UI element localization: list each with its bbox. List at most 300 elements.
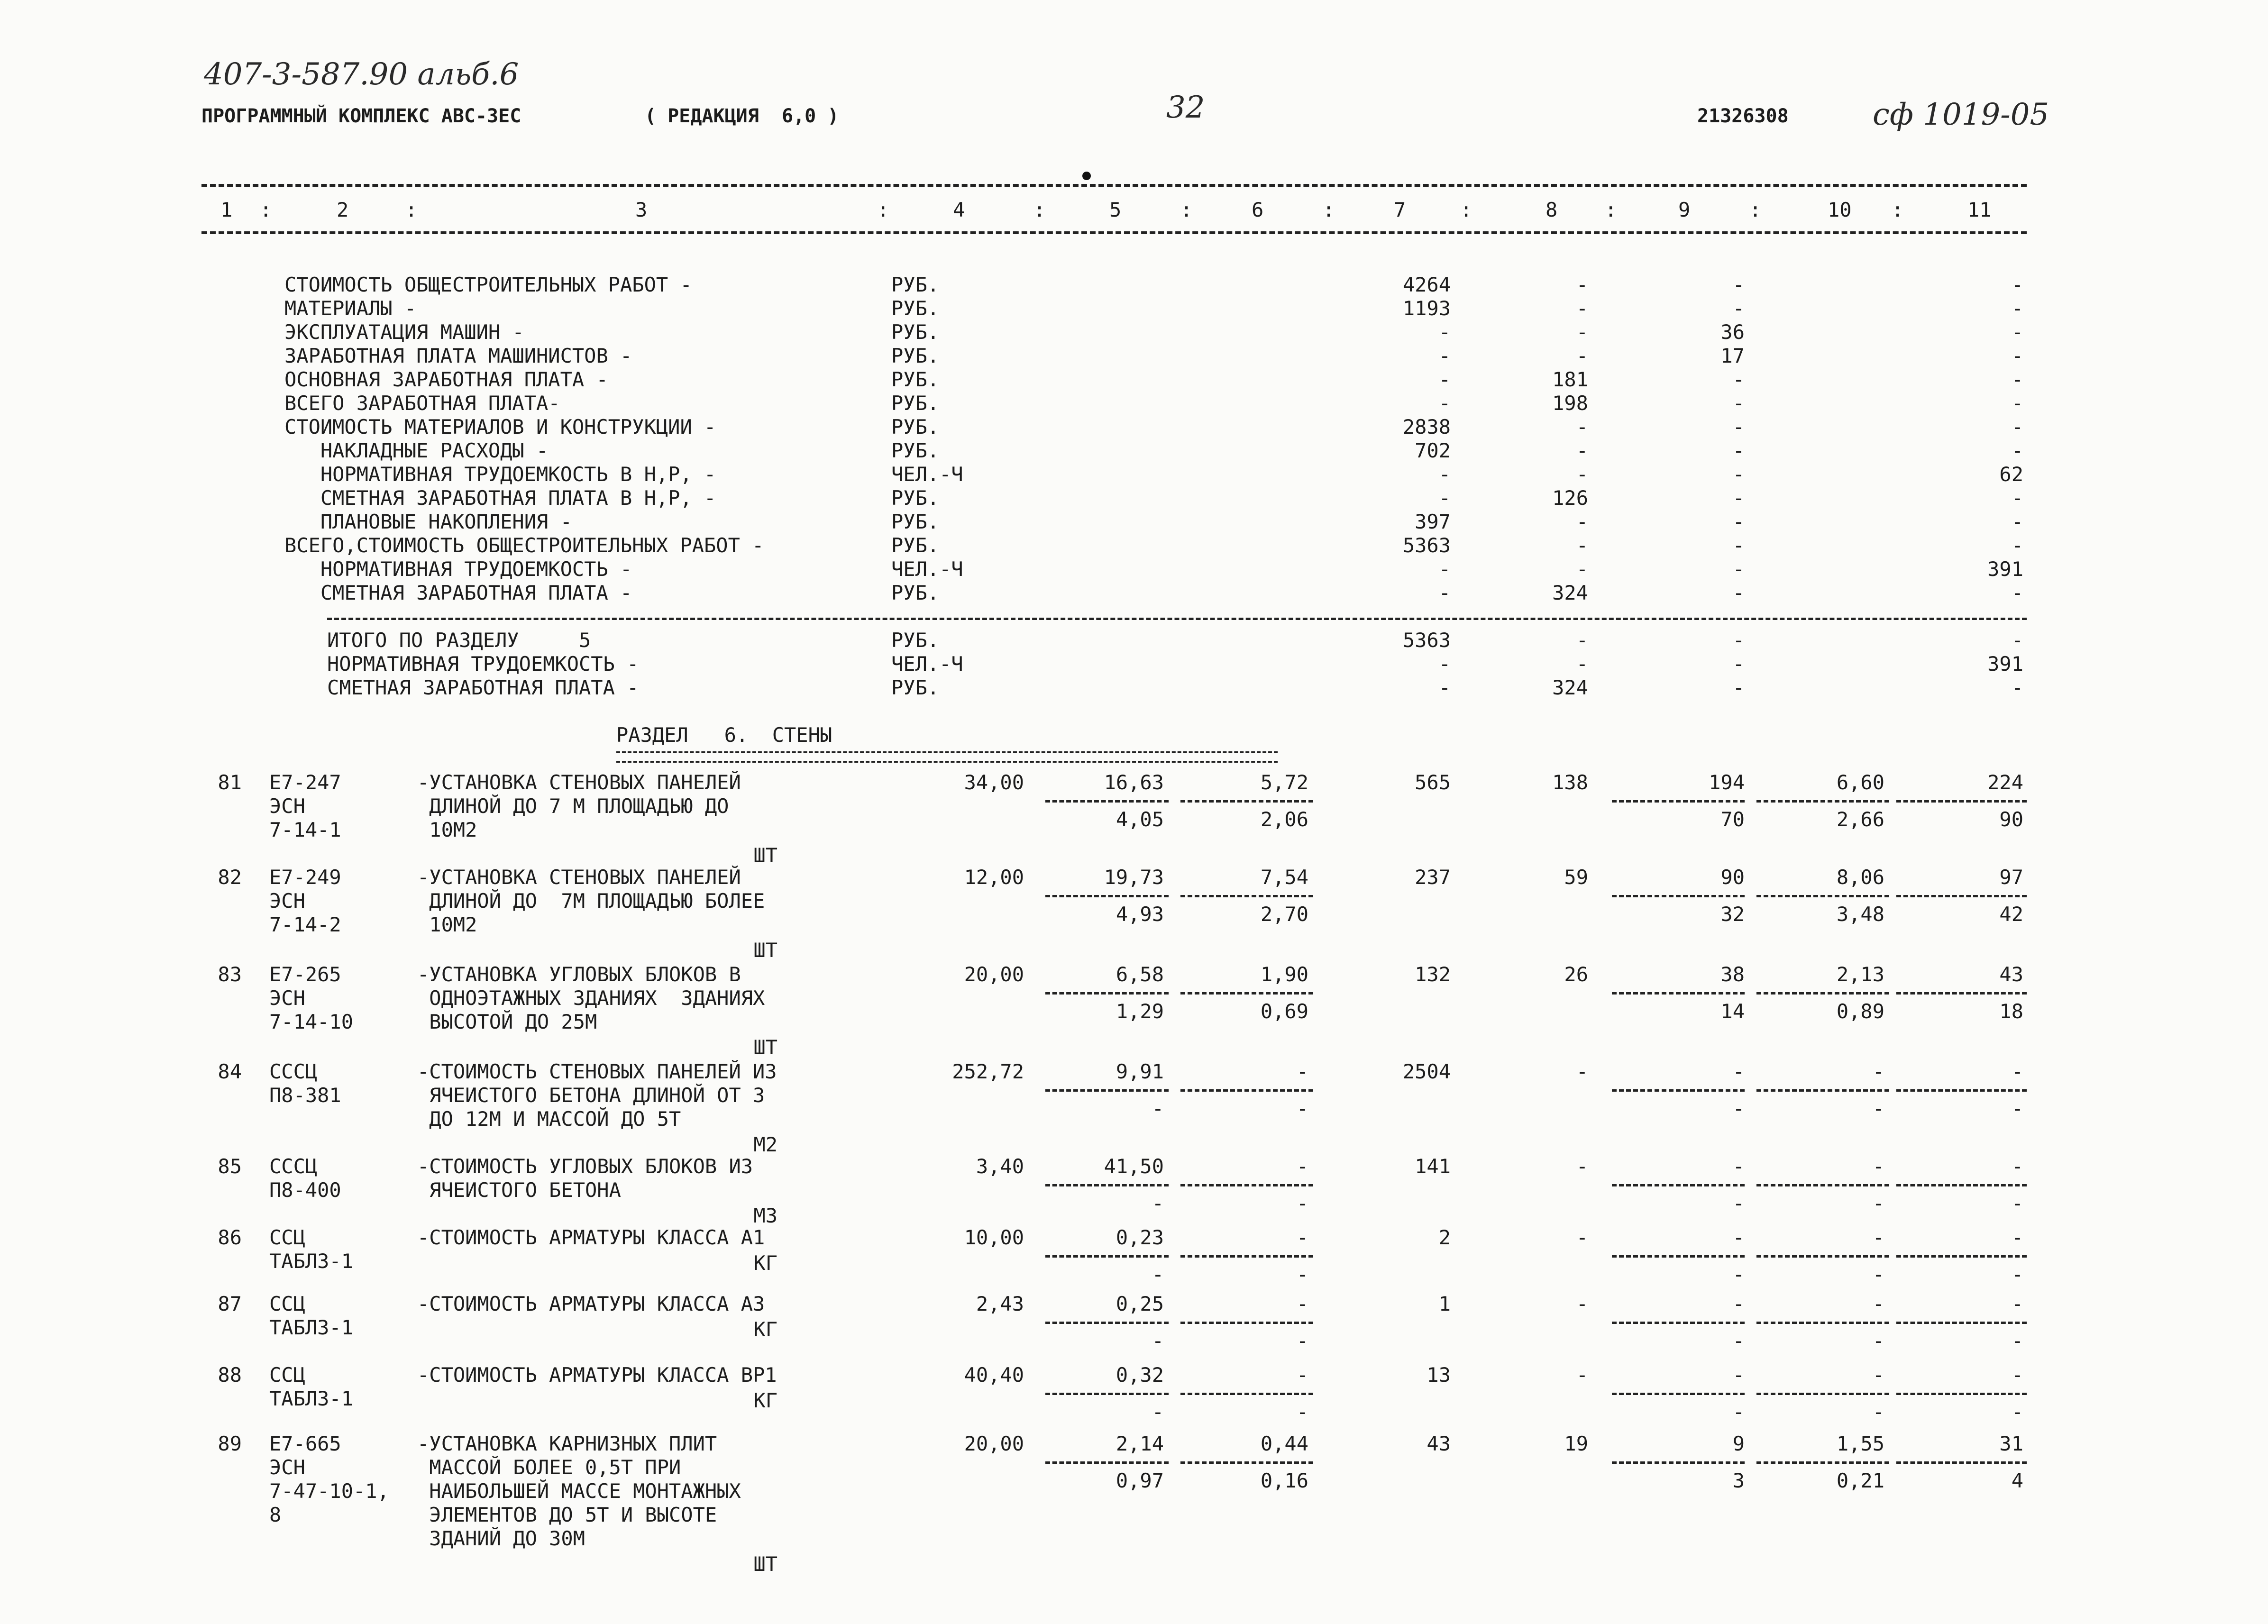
summary-label: НОРМАТИВНАЯ ТРУДОЕМКОСТЬ - bbox=[284, 557, 632, 581]
item-col6-bottom: 0,16 bbox=[1260, 1469, 1308, 1492]
fraction-rule bbox=[1756, 800, 1889, 803]
top-rule bbox=[201, 184, 2027, 187]
item-col5-bottom: - bbox=[1152, 1263, 1164, 1286]
column-number-6: 6 bbox=[1252, 198, 1264, 221]
item-col9-top: 90 bbox=[1720, 866, 1745, 889]
fraction-rule bbox=[1045, 992, 1169, 994]
item-col9-bottom: 14 bbox=[1720, 1000, 1745, 1023]
item-col8: - bbox=[1576, 1060, 1588, 1083]
item-col10-top: - bbox=[1872, 1363, 1884, 1387]
item-col5-bottom: 4,05 bbox=[1116, 808, 1164, 831]
item-unit: М2 bbox=[753, 1133, 777, 1156]
summary-label: ЗАРАБОТНАЯ ПЛАТА МАШИНИСТОВ - bbox=[284, 344, 632, 367]
fraction-rule bbox=[1896, 1184, 2027, 1186]
fraction-rule bbox=[1180, 895, 1313, 897]
item-unit: ШТ bbox=[753, 1552, 777, 1576]
unit-cell: ЧЕЛ.-Ч bbox=[891, 652, 963, 675]
total-col9: - bbox=[1732, 629, 1745, 652]
item-col11-bottom: - bbox=[2011, 1097, 2023, 1120]
total-col8: 324 bbox=[1552, 676, 1588, 699]
fraction-rule bbox=[1045, 1393, 1169, 1395]
item-col11-bottom: - bbox=[2011, 1400, 2023, 1423]
summary-col7: 5363 bbox=[1402, 534, 1451, 557]
item-col5-top: 19,73 bbox=[1104, 866, 1164, 889]
summary-col8: - bbox=[1576, 273, 1588, 296]
total-col7: - bbox=[1438, 652, 1451, 675]
fraction-rule bbox=[1612, 1184, 1745, 1186]
item-col7: 2 bbox=[1438, 1226, 1451, 1249]
item-col5-bottom: - bbox=[1152, 1329, 1164, 1352]
item-col7: 2504 bbox=[1402, 1060, 1451, 1083]
summary-col7: - bbox=[1438, 392, 1451, 415]
fraction-rule bbox=[1896, 992, 2027, 994]
unit-cell: ЧЕЛ.-Ч bbox=[891, 557, 963, 581]
item-col11-top: 224 bbox=[1987, 771, 2023, 794]
item-col9-top: - bbox=[1732, 1363, 1745, 1387]
item-col5-bottom: - bbox=[1152, 1400, 1164, 1423]
item-description: 10М2 bbox=[417, 913, 477, 936]
summary-label: ПЛАНОВЫЕ НАКОПЛЕНИЯ - bbox=[284, 510, 572, 533]
fraction-rule bbox=[1045, 1184, 1169, 1186]
fraction-rule bbox=[1612, 992, 1745, 994]
item-code: 8 bbox=[269, 1503, 282, 1526]
item-unit: М3 bbox=[753, 1204, 777, 1227]
item-col5-top: 16,63 bbox=[1104, 771, 1164, 794]
item-col5-top: 0,32 bbox=[1116, 1363, 1164, 1387]
summary-col8: - bbox=[1576, 297, 1588, 320]
fraction-rule bbox=[1756, 1322, 1889, 1324]
summary-col9: 17 bbox=[1720, 344, 1745, 367]
totals-rule bbox=[327, 618, 2027, 620]
total-col11: - bbox=[2011, 629, 2023, 652]
summary-col11: - bbox=[2011, 297, 2023, 320]
item-code: Е7-249 bbox=[269, 866, 341, 889]
summary-col7: - bbox=[1438, 557, 1451, 581]
item-col5-bottom: 1,29 bbox=[1116, 1000, 1164, 1023]
item-col8: - bbox=[1576, 1155, 1588, 1178]
item-description: ДЛИНОЙ ДО 7М ПЛОЩАДЬЮ БОЛЕЕ bbox=[417, 889, 765, 912]
item-col10-top: 2,13 bbox=[1836, 963, 1884, 986]
unit-cell: РУБ. bbox=[891, 344, 940, 367]
summary-label: МАТЕРИАЛЫ - bbox=[284, 297, 417, 320]
item-quantity: 20,00 bbox=[964, 1432, 1024, 1455]
fraction-rule bbox=[1756, 992, 1889, 994]
summary-label: ВСЕГО,СТОИМОСТЬ ОБЩЕСТРОИТЕЛЬНЫХ РАБОТ - bbox=[284, 534, 764, 557]
item-col11-bottom: - bbox=[2011, 1329, 2023, 1352]
column-number-3: 3 bbox=[635, 198, 648, 221]
summary-col11: - bbox=[2011, 486, 2023, 510]
total-col11: 391 bbox=[1987, 652, 2023, 675]
item-code: 7-14-1 bbox=[269, 818, 341, 841]
summary-col7: 397 bbox=[1415, 510, 1451, 533]
unit-cell: РУБ. bbox=[891, 392, 940, 415]
item-code: П8-400 bbox=[269, 1178, 341, 1202]
column-number-10: 10 bbox=[1828, 198, 1852, 221]
summary-col9: - bbox=[1732, 392, 1745, 415]
item-code: Е7-247 bbox=[269, 771, 341, 794]
column-number-11: 11 bbox=[1967, 198, 1992, 221]
summary-col11: - bbox=[2011, 392, 2023, 415]
item-col8: - bbox=[1576, 1363, 1588, 1387]
item-col5-top: 41,50 bbox=[1104, 1155, 1164, 1178]
column-number-5: 5 bbox=[1109, 198, 1122, 221]
summary-col7: - bbox=[1438, 486, 1451, 510]
item-col6-top: - bbox=[1296, 1363, 1308, 1387]
item-col10-top: - bbox=[1872, 1060, 1884, 1083]
item-col9-bottom: - bbox=[1732, 1097, 1745, 1120]
column-separator: : bbox=[1605, 198, 1617, 221]
item-quantity: 3,40 bbox=[976, 1155, 1024, 1178]
item-number: 86 bbox=[218, 1226, 242, 1249]
summary-col11: - bbox=[2011, 510, 2023, 533]
summary-col11: 62 bbox=[1999, 463, 2023, 486]
summary-label: ЭКСПЛУАТАЦИЯ МАШИН - bbox=[284, 320, 524, 344]
fraction-rule bbox=[1180, 1089, 1313, 1092]
fraction-rule bbox=[1612, 1322, 1745, 1324]
item-col11-top: 31 bbox=[1999, 1432, 2023, 1455]
item-col9-top: 38 bbox=[1720, 963, 1745, 986]
item-col10-bottom: - bbox=[1872, 1097, 1884, 1120]
item-quantity: 252,72 bbox=[952, 1060, 1024, 1083]
item-col5-top: 6,58 bbox=[1116, 963, 1164, 986]
item-col10-bottom: - bbox=[1872, 1192, 1884, 1215]
item-col10-bottom: 0,21 bbox=[1836, 1469, 1884, 1492]
column-separator: : bbox=[1180, 198, 1193, 221]
fraction-rule bbox=[1612, 1255, 1745, 1258]
total-label: СМЕТНАЯ ЗАРАБОТНАЯ ПЛАТА - bbox=[327, 676, 639, 699]
item-description: -СТОИМОСТЬ АРМАТУРЫ КЛАССА А3 bbox=[417, 1292, 765, 1315]
item-col10-top: 6,60 bbox=[1836, 771, 1884, 794]
item-col11-top: - bbox=[2011, 1226, 2023, 1249]
item-col11-bottom: 4 bbox=[2011, 1469, 2023, 1492]
item-description: 10М2 bbox=[417, 818, 477, 841]
summary-col7: 1193 bbox=[1402, 297, 1451, 320]
item-description: ОДНОЭТАЖНЫХ ЗДАНИЯХ ЗДАНИЯХ bbox=[417, 986, 765, 1010]
item-col7: 1 bbox=[1438, 1292, 1451, 1315]
fraction-rule bbox=[1896, 1089, 2027, 1092]
item-unit: ШТ bbox=[753, 939, 777, 962]
column-separator: : bbox=[1892, 198, 1904, 221]
item-col9-top: 194 bbox=[1709, 771, 1745, 794]
summary-col8: - bbox=[1576, 415, 1588, 438]
item-col5-bottom: 4,93 bbox=[1116, 903, 1164, 926]
column-number-2: 2 bbox=[337, 198, 349, 221]
total-col8: - bbox=[1576, 652, 1588, 675]
item-col11-top: 43 bbox=[1999, 963, 2023, 986]
summary-col9: - bbox=[1732, 534, 1745, 557]
summary-col7: 702 bbox=[1415, 439, 1451, 462]
summary-col9: - bbox=[1732, 486, 1745, 510]
unit-cell: РУБ. bbox=[891, 415, 940, 438]
item-col9-top: - bbox=[1732, 1226, 1745, 1249]
fraction-rule bbox=[1896, 1322, 2027, 1324]
item-col9-bottom: - bbox=[1732, 1400, 1745, 1423]
item-col8: 138 bbox=[1552, 771, 1588, 794]
item-code: П8-381 bbox=[269, 1084, 341, 1107]
summary-col8: - bbox=[1576, 510, 1588, 533]
summary-col8: - bbox=[1576, 439, 1588, 462]
item-number: 85 bbox=[218, 1155, 242, 1178]
item-col10-top: 1,55 bbox=[1836, 1432, 1884, 1455]
summary-col9: - bbox=[1732, 510, 1745, 533]
item-col9-bottom: - bbox=[1732, 1192, 1745, 1215]
fraction-rule bbox=[1612, 895, 1745, 897]
item-col10-top: - bbox=[1872, 1292, 1884, 1315]
item-code: 7-47-10-1, bbox=[269, 1479, 389, 1503]
summary-col7: - bbox=[1438, 344, 1451, 367]
item-col11-bottom: - bbox=[2011, 1192, 2023, 1215]
column-separator: : bbox=[877, 198, 889, 221]
item-col5-top: 2,14 bbox=[1116, 1432, 1164, 1455]
item-code: ССЦ bbox=[269, 1363, 305, 1387]
summary-col9: 36 bbox=[1720, 320, 1745, 344]
item-description: ВЫСОТОЙ ДО 25М bbox=[417, 1010, 597, 1033]
item-col11-top: 97 bbox=[1999, 866, 2023, 889]
summary-col11: - bbox=[2011, 344, 2023, 367]
item-description: МАССОЙ БОЛЕЕ 0,5Т ПРИ bbox=[417, 1456, 681, 1479]
item-col6-top: - bbox=[1296, 1060, 1308, 1083]
summary-col8: - bbox=[1576, 463, 1588, 486]
fraction-rule bbox=[1045, 1461, 1169, 1464]
fraction-rule bbox=[1756, 1393, 1889, 1395]
item-code: ТАБЛ3-1 bbox=[269, 1387, 354, 1410]
column-separator: : bbox=[1460, 198, 1472, 221]
fraction-rule bbox=[1896, 895, 2027, 897]
fraction-rule bbox=[1756, 1184, 1889, 1186]
item-col6-top: 0,44 bbox=[1260, 1432, 1308, 1455]
fraction-rule bbox=[1896, 1393, 2027, 1395]
item-quantity: 40,40 bbox=[964, 1363, 1024, 1387]
item-col11-bottom: - bbox=[2011, 1263, 2023, 1286]
item-number: 87 bbox=[218, 1292, 242, 1315]
fraction-rule bbox=[1896, 1461, 2027, 1464]
fraction-rule bbox=[1180, 1393, 1313, 1395]
total-label: ИТОГО ПО РАЗДЕЛУ 5 bbox=[327, 629, 591, 652]
item-col9-bottom: - bbox=[1732, 1263, 1745, 1286]
item-col9-top: 9 bbox=[1732, 1432, 1745, 1455]
item-col7: 141 bbox=[1415, 1155, 1451, 1178]
item-description: -УСТАНОВКА КАРНИЗНЫХ ПЛИТ bbox=[417, 1432, 717, 1455]
unit-cell: РУБ. bbox=[891, 439, 940, 462]
fraction-rule bbox=[1045, 895, 1169, 897]
summary-col9: - bbox=[1732, 297, 1745, 320]
item-code: ЭСН bbox=[269, 986, 305, 1010]
item-description: -СТОИМОСТЬ УГЛОВЫХ БЛОКОВ ИЗ bbox=[417, 1155, 753, 1178]
unit-cell: РУБ. bbox=[891, 273, 940, 296]
summary-label: СТОИМОСТЬ МАТЕРИАЛОВ И КОНСТРУКЦИИ - bbox=[284, 415, 716, 438]
item-col7: 132 bbox=[1415, 963, 1451, 986]
item-col6-bottom: 2,06 bbox=[1260, 808, 1308, 831]
summary-col9: - bbox=[1732, 463, 1745, 486]
item-description: ДО 12М И МАССОЙ ДО 5Т bbox=[417, 1107, 681, 1131]
fraction-rule bbox=[1180, 1461, 1313, 1464]
item-col6-bottom: 2,70 bbox=[1260, 903, 1308, 926]
total-col8: - bbox=[1576, 629, 1588, 652]
item-col5-bottom: - bbox=[1152, 1097, 1164, 1120]
summary-col9: - bbox=[1732, 581, 1745, 604]
doc-number: 21326308 bbox=[1697, 105, 1789, 127]
program-title: ПРОГРАММНЫЙ КОМПЛЕКС АВС-3ЕС bbox=[201, 105, 521, 127]
column-number-7: 7 bbox=[1394, 198, 1406, 221]
item-code: ТАБЛ3-1 bbox=[269, 1316, 354, 1339]
summary-col8: - bbox=[1576, 557, 1588, 581]
item-description: -СТОИМОСТЬ АРМАТУРЫ КЛАССА ВР1 bbox=[417, 1363, 777, 1387]
item-col11-top: - bbox=[2011, 1155, 2023, 1178]
summary-col11: - bbox=[2011, 368, 2023, 391]
edition-label: ( РЕДАКЦИЯ 6,0 ) bbox=[645, 105, 839, 127]
summary-label: НОРМАТИВНАЯ ТРУДОЕМКОСТЬ В Н,Р, - bbox=[284, 463, 716, 486]
column-separator: : bbox=[405, 198, 418, 221]
item-quantity: 2,43 bbox=[976, 1292, 1024, 1315]
unit-cell: РУБ. bbox=[891, 676, 940, 699]
item-col8: 26 bbox=[1564, 963, 1588, 986]
item-number: 81 bbox=[218, 771, 242, 794]
item-description: -УСТАНОВКА СТЕНОВЫХ ПАНЕЛЕЙ bbox=[417, 866, 741, 889]
total-label: НОРМАТИВНАЯ ТРУДОЕМКОСТЬ - bbox=[327, 652, 639, 675]
summary-col11: - bbox=[2011, 581, 2023, 604]
item-unit: КГ bbox=[753, 1318, 777, 1341]
summary-col7: - bbox=[1438, 320, 1451, 344]
summary-label: НАКЛАДНЫЕ РАСХОДЫ - bbox=[284, 439, 549, 462]
item-description: ЯЧЕИСТОГО БЕТОНА bbox=[417, 1178, 621, 1202]
summary-col7: 4264 bbox=[1402, 273, 1451, 296]
fraction-rule bbox=[1045, 1255, 1169, 1258]
item-col10-bottom: - bbox=[1872, 1263, 1884, 1286]
item-col5-bottom: 0,97 bbox=[1116, 1469, 1164, 1492]
item-col9-top: - bbox=[1732, 1060, 1745, 1083]
column-number-9: 9 bbox=[1678, 198, 1691, 221]
item-col11-top: - bbox=[2011, 1060, 2023, 1083]
item-description: ЗДАНИЙ ДО 30М bbox=[417, 1527, 585, 1550]
item-number: 88 bbox=[218, 1363, 242, 1387]
item-quantity: 20,00 bbox=[964, 963, 1024, 986]
column-number-8: 8 bbox=[1546, 198, 1558, 221]
handwritten-project-code: 407-3-587.90 альб.6 bbox=[204, 57, 519, 92]
summary-col7: - bbox=[1438, 581, 1451, 604]
item-description: -УСТАНОВКА СТЕНОВЫХ ПАНЕЛЕЙ bbox=[417, 771, 741, 794]
item-col10-bottom: - bbox=[1872, 1400, 1884, 1423]
summary-col11: - bbox=[2011, 273, 2023, 296]
fraction-rule bbox=[1756, 1461, 1889, 1464]
item-col10-bottom: 3,48 bbox=[1836, 903, 1884, 926]
summary-col9: - bbox=[1732, 557, 1745, 581]
item-description: ЯЧЕИСТОГО БЕТОНА ДЛИНОЙ ОТ 3 bbox=[417, 1084, 765, 1107]
summary-col9: - bbox=[1732, 439, 1745, 462]
section-title-underline bbox=[616, 751, 1278, 763]
fraction-rule bbox=[1180, 992, 1313, 994]
item-col10-top: - bbox=[1872, 1226, 1884, 1249]
item-code: СССЦ bbox=[269, 1155, 318, 1178]
summary-col11: 391 bbox=[1987, 557, 2023, 581]
item-code: ЭСН bbox=[269, 1456, 305, 1479]
item-unit: ШТ bbox=[753, 1036, 777, 1059]
item-code: Е7-265 bbox=[269, 963, 341, 986]
summary-col11: - bbox=[2011, 320, 2023, 344]
item-number: 89 bbox=[218, 1432, 242, 1455]
summary-col7: - bbox=[1438, 368, 1451, 391]
section-title: РАЗДЕЛ 6. СТЕНЫ bbox=[616, 723, 832, 747]
item-code: ССЦ bbox=[269, 1226, 305, 1249]
unit-cell: РУБ. bbox=[891, 320, 940, 344]
item-description: -УСТАНОВКА УГЛОВЫХ БЛОКОВ В bbox=[417, 963, 741, 986]
item-col6-top: - bbox=[1296, 1155, 1308, 1178]
item-col11-top: - bbox=[2011, 1292, 2023, 1315]
fraction-rule bbox=[1045, 1089, 1169, 1092]
item-col6-top: 7,54 bbox=[1260, 866, 1308, 889]
summary-label: ВСЕГО ЗАРАБОТНАЯ ПЛАТА- bbox=[284, 392, 560, 415]
item-unit: КГ bbox=[753, 1251, 777, 1275]
fraction-rule bbox=[1612, 1461, 1745, 1464]
item-col6-bottom: - bbox=[1296, 1329, 1308, 1352]
fraction-rule bbox=[1612, 1089, 1745, 1092]
item-description: НАИБОЛЬШЕЙ МАССЕ МОНТАЖНЫХ bbox=[417, 1479, 741, 1503]
fraction-rule bbox=[1896, 800, 2027, 803]
column-number-1: 1 bbox=[220, 198, 233, 221]
fraction-rule bbox=[1612, 800, 1745, 803]
fraction-rule bbox=[1045, 800, 1169, 803]
summary-label: СТОИМОСТЬ ОБЩЕСТРОИТЕЛЬНЫХ РАБОТ - bbox=[284, 273, 692, 296]
unit-cell: РУБ. bbox=[891, 368, 940, 391]
summary-col7: - bbox=[1438, 463, 1451, 486]
column-separator: : bbox=[1033, 198, 1046, 221]
header-rule bbox=[201, 231, 2027, 234]
item-col7: 237 bbox=[1415, 866, 1451, 889]
summary-col9: - bbox=[1732, 368, 1745, 391]
item-unit: ШТ bbox=[753, 844, 777, 867]
item-unit: КГ bbox=[753, 1389, 777, 1412]
summary-col8: - bbox=[1576, 320, 1588, 344]
item-col8: 59 bbox=[1564, 866, 1588, 889]
handwritten-sheet-ref: сф 1019-05 bbox=[1873, 97, 2049, 132]
item-col9-top: - bbox=[1732, 1292, 1745, 1315]
fraction-rule bbox=[1045, 1322, 1169, 1324]
item-quantity: 12,00 bbox=[964, 866, 1024, 889]
item-col5-top: 0,23 bbox=[1116, 1226, 1164, 1249]
item-col10-bottom: - bbox=[1872, 1329, 1884, 1352]
summary-col8: 324 bbox=[1552, 581, 1588, 604]
item-col9-bottom: 32 bbox=[1720, 903, 1745, 926]
summary-col8: 126 bbox=[1552, 486, 1588, 510]
item-col5-top: 0,25 bbox=[1116, 1292, 1164, 1315]
item-col9-bottom: 3 bbox=[1732, 1469, 1745, 1492]
fraction-rule bbox=[1612, 1393, 1745, 1395]
item-col10-bottom: 0,89 bbox=[1836, 1000, 1884, 1023]
fraction-rule bbox=[1180, 1322, 1313, 1324]
item-col6-top: 1,90 bbox=[1260, 963, 1308, 986]
fraction-rule bbox=[1180, 1255, 1313, 1258]
summary-col8: 181 bbox=[1552, 368, 1588, 391]
item-col8: 19 bbox=[1564, 1432, 1588, 1455]
marker-dot bbox=[1082, 172, 1091, 180]
unit-cell: РУБ. bbox=[891, 534, 940, 557]
item-code: Е7-665 bbox=[269, 1432, 341, 1455]
item-quantity: 10,00 bbox=[964, 1226, 1024, 1249]
item-col9-bottom: - bbox=[1732, 1329, 1745, 1352]
item-col6-top: - bbox=[1296, 1226, 1308, 1249]
fraction-rule bbox=[1896, 1255, 2027, 1258]
item-col10-top: - bbox=[1872, 1155, 1884, 1178]
unit-cell: РУБ. bbox=[891, 581, 940, 604]
fraction-rule bbox=[1756, 895, 1889, 897]
item-col8: - bbox=[1576, 1226, 1588, 1249]
total-col7: 5363 bbox=[1402, 629, 1451, 652]
item-description: -СТОИМОСТЬ СТЕНОВЫХ ПАНЕЛЕЙ ИЗ bbox=[417, 1060, 777, 1083]
total-col7: - bbox=[1438, 676, 1451, 699]
summary-label: ОСНОВНАЯ ЗАРАБОТНАЯ ПЛАТА - bbox=[284, 368, 608, 391]
item-col7: 43 bbox=[1427, 1432, 1451, 1455]
item-col6-top: 5,72 bbox=[1260, 771, 1308, 794]
item-col6-bottom: - bbox=[1296, 1192, 1308, 1215]
